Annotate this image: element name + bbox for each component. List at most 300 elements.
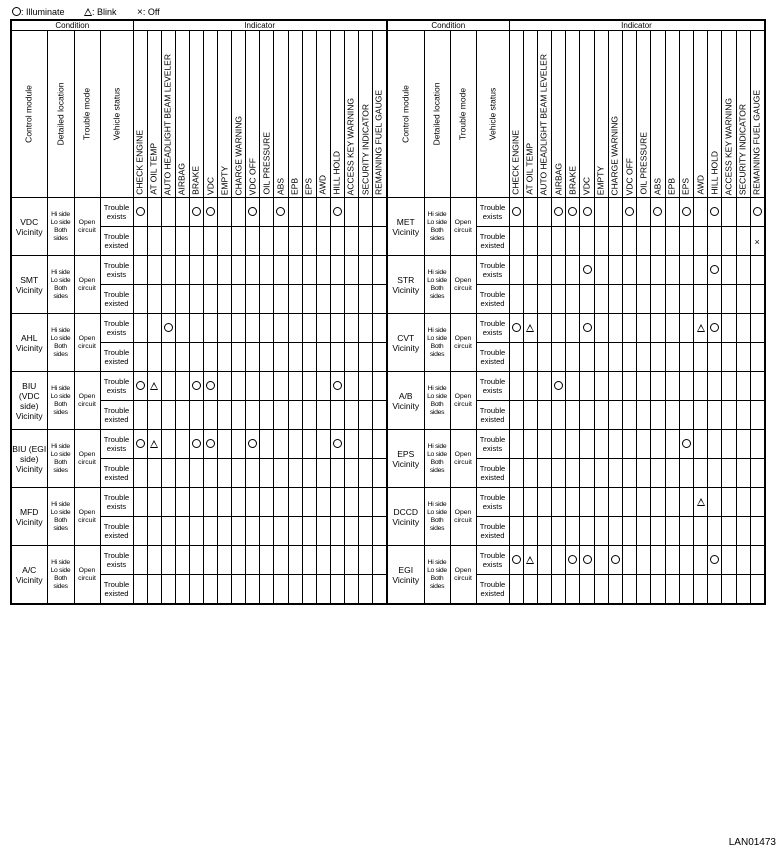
indicator-cell [566,546,580,575]
trouble-mode-label: Open circuit [78,450,96,466]
indicator-cell [302,488,316,517]
indicator-column-header [665,31,679,198]
control-module-name: A/C Vicinity [15,564,43,585]
indicator-cell [679,285,693,314]
indicator-cell [552,488,566,517]
condition-column-header [387,31,424,198]
indicator-cell [203,198,217,227]
indicator-cell [274,401,288,430]
indicator-cell [133,401,147,430]
indicator-cell [608,285,622,314]
indicator-cell [552,546,566,575]
illuminate-circle-icon [611,555,620,564]
vehicle-status-label: Trouble exists [103,377,130,395]
indicator-column-header [232,31,246,198]
location-line: Both sides [429,400,445,416]
indicator-cell [651,198,665,227]
indicator-cell [316,372,330,401]
indicator-cell [537,285,551,314]
indicator-cell [359,285,373,314]
indicator-cell [509,517,523,546]
indicator-cell [594,488,608,517]
blink-triangle-icon [526,324,534,332]
vehicle-status-label: Trouble existed [479,348,506,366]
indicator-cell [722,517,736,546]
indicator-cell [523,256,537,285]
indicator-cell [722,343,736,372]
trouble-mode-label: Open circuit [78,566,96,582]
location-line: Lo side [50,450,71,458]
indicator-cell [608,517,622,546]
indicator-cell [722,227,736,256]
indicator-cell [175,401,189,430]
indicator-cell [552,285,566,314]
location-line: Lo side [50,276,71,284]
indicator-cell [274,343,288,372]
indicator-cell [523,575,537,605]
illuminate-circle-icon [583,323,592,332]
indicator-cell [260,488,274,517]
indicator-label: OIL PRESSURE [638,132,649,195]
control-module-cell [387,430,424,488]
vehicle-status-label: Trouble exists [103,435,130,453]
indicator-cell [736,256,750,285]
indicator-cell [523,343,537,372]
image-code: LAN01473 [728,837,776,848]
indicator-cell [537,372,551,401]
illuminate-circle-icon [136,439,145,448]
indicator-cell [359,314,373,343]
illuminate-circle-icon [710,265,719,274]
indicator-cell [523,401,537,430]
indicator-cell [189,314,203,343]
indicator-label: REMAINING FUEL GAUGE [751,89,762,195]
trouble-mode-label: Open circuit [78,218,96,234]
vehicle-status-label: Trouble exists [479,261,506,279]
indicator-cell [580,459,594,488]
column-label: Detailed location [55,82,65,146]
indicator-cell [175,198,189,227]
control-module-cell [387,546,424,605]
indicator-cell [509,256,523,285]
table-row [387,198,765,227]
vehicle-status-cell [476,227,509,256]
illuminate-circle-icon [276,207,285,216]
location-line: Lo side [50,334,71,342]
indicator-cell [175,227,189,256]
indicator-cell [203,488,217,517]
indicator-label: EPS [680,177,691,195]
indicator-cell [750,430,764,459]
indicator-cell [651,488,665,517]
indicator-cell [373,575,387,605]
indicator-cell [147,517,161,546]
vehicle-status-cell [100,372,133,401]
indicator-cell [133,459,147,488]
indicator-cell [232,198,246,227]
indicator-cell [637,227,651,256]
indicator-cell [175,546,189,575]
indicator-label: CHARGE WARNING [233,115,244,195]
indicator-cell [316,285,330,314]
indicator-column-header [175,31,189,198]
trouble-mode-cell [450,488,476,546]
indicator-cell [175,343,189,372]
indicator-cell [189,372,203,401]
indicator-cell [679,430,693,459]
location-line: Hi side [51,500,70,508]
indicator-cell [566,198,580,227]
indicator-column-header [552,31,566,198]
indicator-cell [708,459,722,488]
control-module-name: MET Vicinity [392,216,420,237]
blink-triangle-icon [697,498,705,506]
detailed-location-cell [47,256,74,314]
indicator-cell [189,285,203,314]
indicator-cell [302,430,316,459]
vehicle-status-cell [100,546,133,575]
vehicle-status-label: Trouble exists [479,319,506,337]
indicator-cell [133,575,147,605]
indicator-cell [344,517,358,546]
indicator-cell [359,575,373,605]
control-module-name: STR Vicinity [392,274,420,295]
indicator-cell [580,343,594,372]
detailed-location-cell [424,256,450,314]
indicator-cell [693,227,707,256]
indicator-cell [373,227,387,256]
table-row [11,488,387,517]
indicator-label: BRAKE [567,166,578,195]
control-module-cell [387,256,424,314]
location-line: Both sides [429,574,445,590]
indicator-cell [708,430,722,459]
illuminate-circle-icon [583,265,592,274]
indicator-cell [288,227,302,256]
indicator-cell [651,227,665,256]
vehicle-status-label: Trouble existed [479,522,506,540]
detailed-location-cell [47,314,74,372]
indicator-cell [608,314,622,343]
control-module-cell [387,372,424,430]
indicator-cell [537,256,551,285]
control-module-cell [11,372,47,430]
indicator-cell [580,227,594,256]
indicator-cell [330,256,344,285]
indicator-cell [189,198,203,227]
indicator-cell [594,459,608,488]
control-module-name: CVT Vicinity [392,332,420,353]
indicator-cell [623,372,637,401]
indicator-cell [330,401,344,430]
location-line: Lo side [427,508,447,516]
vehicle-status-cell [476,575,509,605]
indicator-cell [651,575,665,605]
indicator-cell [260,546,274,575]
indicator-cell [246,314,260,343]
indicator-cell [750,488,764,517]
indicator-cell [316,227,330,256]
condition-column-header [74,31,100,198]
indicator-column-header [246,31,260,198]
indicator-cell [232,401,246,430]
indicator-cell [147,459,161,488]
table-row [387,372,765,401]
indicator-label: ACCESS KEY WARNING [723,97,734,195]
indicator-cell [189,401,203,430]
indicator-cell [523,459,537,488]
indicator-cell [608,546,622,575]
vehicle-status-cell [476,343,509,372]
indicator-cell [330,459,344,488]
indicator-cell [537,227,551,256]
indicator-column-header [330,31,344,198]
control-module-name: AHL Vicinity [15,332,43,353]
indicator-column-header [722,31,736,198]
blink-triangle-icon [150,382,158,390]
indicator-cell [750,546,764,575]
indicator-cell [665,198,679,227]
indicator-label: EPS [303,177,314,195]
illuminate-circle-icon [206,439,215,448]
indicator-column-header [260,31,274,198]
indicator-cell [552,517,566,546]
indicator-cell [246,227,260,256]
indicator-cell [509,198,523,227]
trouble-mode-cell [74,314,100,372]
indicator-column-header [580,31,594,198]
indicator-cell [330,314,344,343]
indicator-cell [161,256,175,285]
indicator-cell [566,575,580,605]
indicator-cell [580,488,594,517]
location-line: Lo side [427,218,447,226]
indicator-cell [736,198,750,227]
indicator-cell [552,401,566,430]
indicator-cell [623,546,637,575]
illuminate-circle-icon [192,439,201,448]
legend-off: ×: Off [137,7,160,18]
indicator-cell [552,430,566,459]
indicator-cell [344,401,358,430]
indicator-cell [537,401,551,430]
trouble-mode-label: Open circuit [78,276,96,292]
location-line: Hi side [51,326,70,334]
condition-column-header [47,31,74,198]
indicator-column-header [133,31,147,198]
vehicle-status-label: Trouble exists [103,551,130,569]
indicator-label: EPB [666,177,677,195]
indicator-cell [359,488,373,517]
indicator-cell [359,459,373,488]
indicator-cell [203,343,217,372]
indicator-cell [523,430,537,459]
indicator-cell [665,256,679,285]
vehicle-status-cell [100,517,133,546]
indicator-cell [175,488,189,517]
control-module-cell [11,256,47,314]
indicator-cell [537,430,551,459]
indicator-cell [722,430,736,459]
indicator-label: VDC OFF [624,157,635,195]
indicator-cell [608,256,622,285]
indicator-cell [274,430,288,459]
indicator-cell [523,372,537,401]
indicator-cell [147,546,161,575]
indicator-cell [189,256,203,285]
indicator-cell [147,488,161,517]
indicator-cell [330,546,344,575]
indicator-cell [736,575,750,605]
trouble-mode-label: Open circuit [78,508,96,524]
indicator-cell [665,285,679,314]
indicator-cell [750,459,764,488]
indicator-cell [175,285,189,314]
vehicle-status-cell [476,459,509,488]
indicator-cell [736,459,750,488]
indicator-column-header [274,31,288,198]
indicator-cell [316,546,330,575]
detailed-location-cell [424,546,450,605]
location-line: Hi side [427,442,447,450]
indicator-cell [203,430,217,459]
control-module-name: MFD Vicinity [15,506,43,527]
indicator-cell [189,517,203,546]
indicator-cell [509,575,523,605]
indicator-cell [523,517,537,546]
location-line: Lo side [427,392,447,400]
indicator-cell [580,575,594,605]
indicator-column-header [344,31,358,198]
indicator-cell [232,430,246,459]
indicator-cell [750,198,764,227]
indicator-cell [580,198,594,227]
detailed-location-cell [47,546,74,605]
indicator-cell [637,401,651,430]
indicator-cell [147,372,161,401]
indicator-cell [722,459,736,488]
indicator-cell [637,372,651,401]
indicator-cell [344,256,358,285]
indicator-cell [693,517,707,546]
indicator-cell [679,198,693,227]
indicator-cell [260,430,274,459]
indicator-cell [344,488,358,517]
vehicle-status-label: Trouble existed [479,290,506,308]
indicator-label: VDC [205,177,216,195]
indicator-cell [608,459,622,488]
indicator-cell [594,517,608,546]
indicator-cell [552,198,566,227]
indicator-cell [288,546,302,575]
location-line: Both sides [53,342,68,358]
indicator-cell [679,546,693,575]
indicator-cell [608,488,622,517]
vehicle-status-label: Trouble existed [103,580,130,598]
indicator-cell [736,372,750,401]
indicator-label: CHARGE WARNING [609,115,620,195]
location-line: Both sides [429,516,445,532]
indicator-cell [594,227,608,256]
vehicle-status-label: Trouble exists [479,435,506,453]
vehicle-status-cell [476,372,509,401]
vehicle-status-cell [476,430,509,459]
indicator-cell [693,198,707,227]
vehicle-status-label: Trouble existed [103,406,130,424]
indicator-cell [651,343,665,372]
indicator-cell [302,459,316,488]
indicator-label: VDC OFF [247,157,258,195]
indicator-cell [246,401,260,430]
indicator-cell [246,256,260,285]
indicator-cell [637,343,651,372]
control-module-name: SMT Vicinity [15,274,43,295]
indicator-cell [330,198,344,227]
indicator-cell [344,575,358,605]
indicator-cell [537,575,551,605]
indicator-cell [274,227,288,256]
indicator-cell [373,546,387,575]
indicator-cell [623,575,637,605]
indicator-cell [232,314,246,343]
indicator-cell [218,256,232,285]
indicator-cell [679,314,693,343]
indicator-cell [665,314,679,343]
table-row [11,198,387,227]
indicator-cell [302,546,316,575]
detailed-location-cell [47,488,74,546]
location-line: Both sides [53,516,68,532]
indicator-cell [637,285,651,314]
indicator-cell [736,517,750,546]
condition-column-header [450,31,476,198]
location-line: Both sides [429,458,445,474]
indicator-cell [175,372,189,401]
indicator-column-header [218,31,232,198]
column-label: Trouble mode [457,87,468,141]
control-module-cell [11,198,47,256]
indicator-cell [288,285,302,314]
indicator-cell [552,372,566,401]
trouble-mode-label: Open circuit [454,450,472,466]
indicator-cell [523,285,537,314]
indicator-cell [651,546,665,575]
vehicle-status-cell [100,314,133,343]
indicator-cell [693,430,707,459]
indicator-cell [330,430,344,459]
indicator-cell [750,517,764,546]
location-line: Hi side [51,558,70,566]
indicator-cell [260,517,274,546]
indicator-cell [708,343,722,372]
legend-blink: : Blink [84,7,117,17]
blink-triangle-icon [526,556,534,564]
indicator-cell [665,372,679,401]
indicator-cell [708,227,722,256]
indicator-cell [246,198,260,227]
illuminate-circle-icon [333,207,342,216]
indicator-cell [218,372,232,401]
indicator-cell [133,546,147,575]
vehicle-status-label: Trouble exists [103,203,130,221]
indicator-label: AUTO HEADLIGHT BEAM LEVELER [538,53,549,195]
vehicle-status-cell [476,285,509,314]
detailed-location-cell [424,372,450,430]
indicator-cell [161,372,175,401]
vehicle-status-label: Trouble exists [479,377,506,395]
vehicle-status-label: Trouble existed [479,464,506,482]
indicator-label: AT OIL TEMP [524,143,535,195]
